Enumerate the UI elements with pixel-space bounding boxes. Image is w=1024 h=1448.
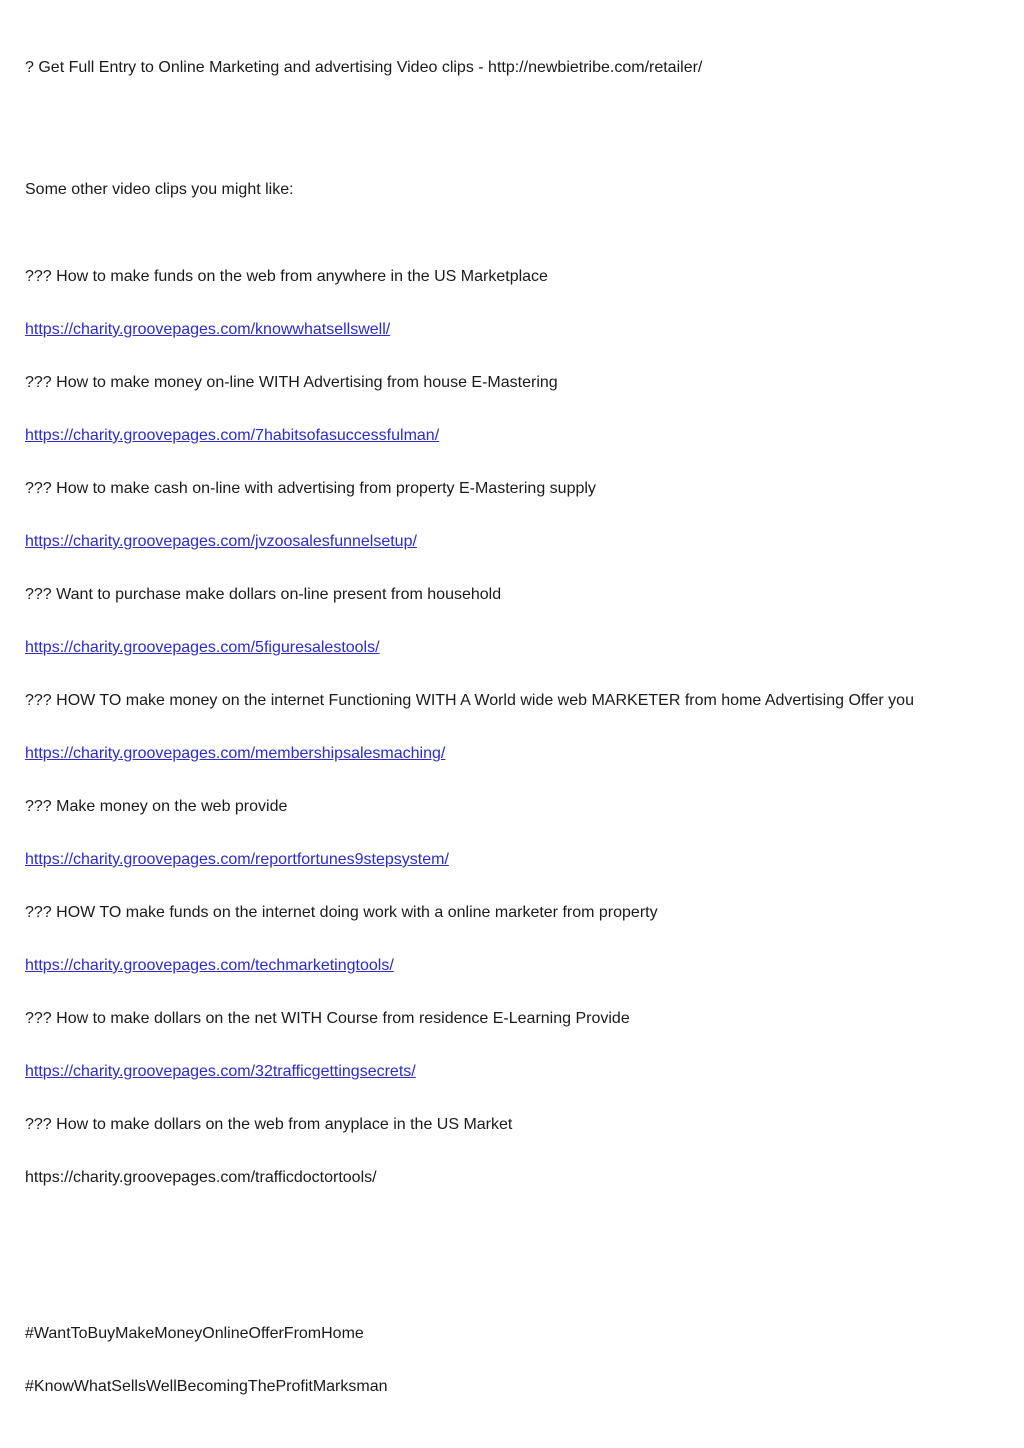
video-link[interactable]: https://charity.groovepages.com/reportfortunes9stepsystem/ <box>25 851 449 868</box>
video-title: ??? How to make money on-line WITH Advertising from house E-Mastering <box>25 374 558 391</box>
video-title: ??? HOW TO make funds on the internet doing work with a online marketer from property <box>25 904 658 921</box>
video-link[interactable]: https://charity.groovepages.com/7habitsofasuccessfulman/ <box>25 427 440 444</box>
video-title: ??? HOW TO make money on the internet Functioning WITH A World wide web MARKETER from home Advertising Offer you <box>25 692 914 709</box>
video-title: ??? How to make dollars on the web from anyplace in the US Market <box>25 1116 513 1133</box>
video-title: ??? How to make dollars on the net WITH Course from residence E-Learning Provide <box>25 1010 630 1027</box>
video-link[interactable]: https://charity.groovepages.com/jvzoosalesfunnelsetup/ <box>25 533 417 550</box>
video-title: ??? How to make funds on the web from anywhere in the US Marketplace <box>25 268 548 285</box>
video-link[interactable]: https://charity.groovepages.com/membershipsalesmaching/ <box>25 745 446 762</box>
video-link[interactable]: https://charity.groovepages.com/techmarketingtools/ <box>25 957 394 974</box>
hashtag: #KnowWhatSellsWellBecomingTheProfitMarksman <box>25 1378 388 1395</box>
video-link[interactable]: https://charity.groovepages.com/32trafficgettingsecrets/ <box>25 1063 416 1080</box>
more-videos-heading: Some other video clips you might like: <box>25 181 294 198</box>
video-title: ??? Make money on the web provide <box>25 798 288 815</box>
video-title: ??? How to make cash on-line with advertising from property E-Mastering supply <box>25 480 596 497</box>
video-url-text: https://charity.groovepages.com/trafficdoctortools/ <box>25 1169 377 1186</box>
video-title: ??? Want to purchase make dollars on-line present from household <box>25 586 502 603</box>
video-link[interactable]: https://charity.groovepages.com/5figuresalestools/ <box>25 639 380 656</box>
hashtag: #WantToBuyMakeMoneyOnlineOfferFromHome <box>25 1325 364 1342</box>
full-entry-text: ? Get Full Entry to Online Marketing and advertising Video clips - http://newbietribe.com/retailer/ <box>25 59 703 76</box>
video-link[interactable]: https://charity.groovepages.com/knowwhatsellswell/ <box>25 321 391 338</box>
